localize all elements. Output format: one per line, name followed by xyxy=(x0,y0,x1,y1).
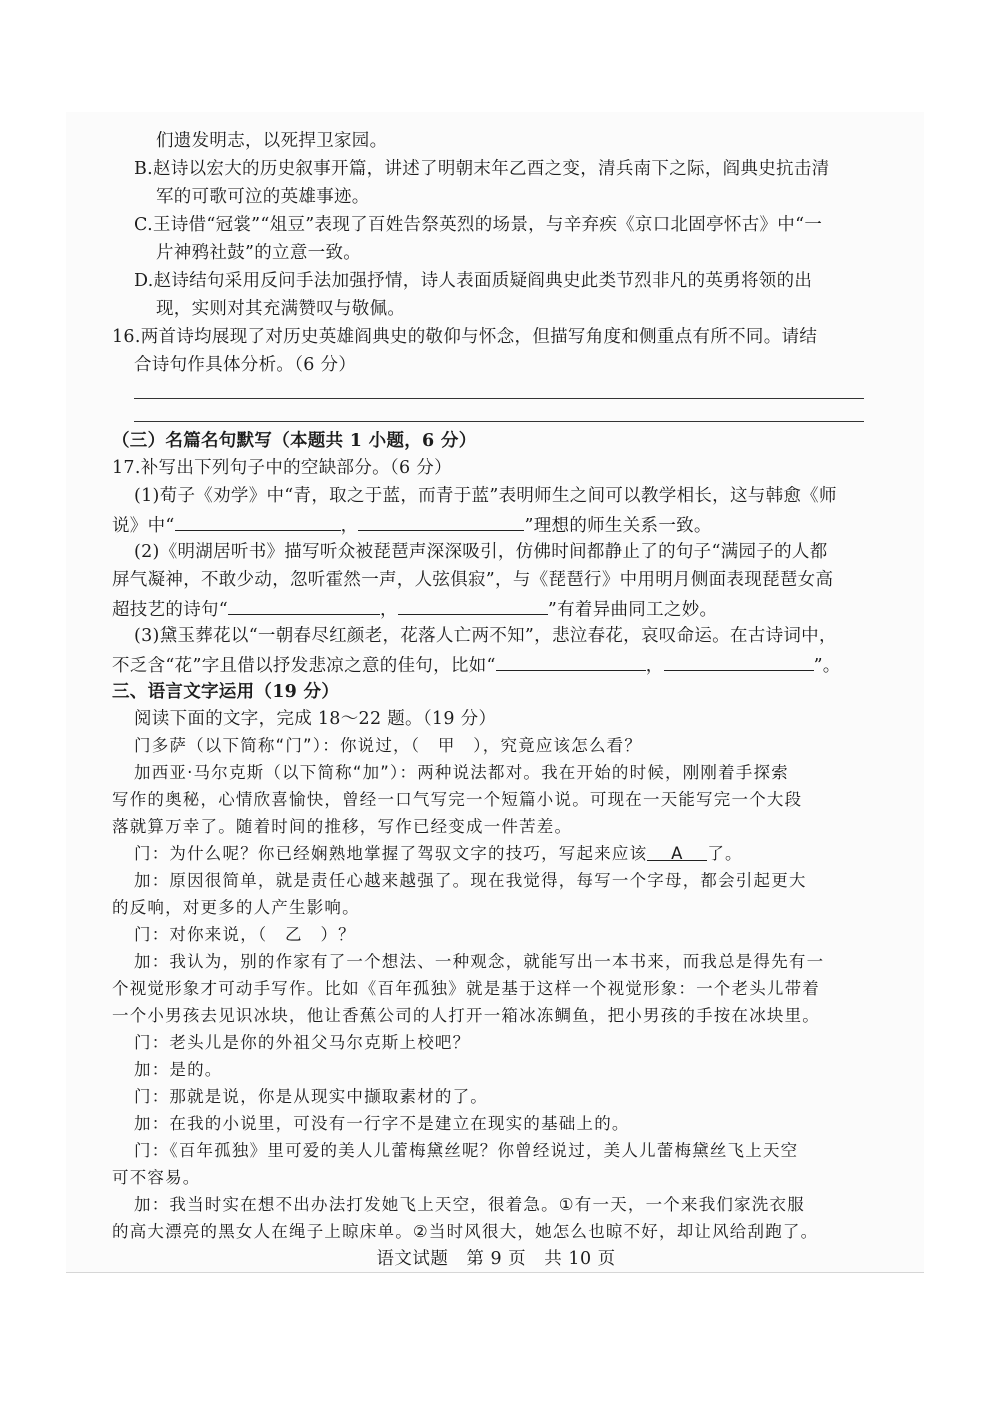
fill-blank[interactable] xyxy=(664,652,814,671)
dialogue-line: 个视觉形象才可动手写作。比如《百年孤独》就是基于这样一个视觉形象：一个老头儿带着 xyxy=(112,979,820,998)
dialogue-line: 写作的奥秘，心情欣喜愉快，曾经一口气写完一个短篇小说。可现在一天能写完一个大段 xyxy=(112,790,803,809)
q16-prompt-line2: 合诗句作具体分析。（6 分） xyxy=(134,355,357,375)
part-heading: 三、语言文字运用（19 分） xyxy=(112,682,340,702)
footer-page-number: 第 9 页 xyxy=(466,1249,527,1269)
dialogue-line: 一个小男孩去见识冰块，他让香蕉公司的人打开一箱冰冻鲷鱼，把小男孩的手按在冰块里。 xyxy=(112,1006,820,1025)
dialogue-line: 门：为什么呢？你已经娴熟地掌握了驾驭文字的技巧，写起来应该 A 了。 xyxy=(134,844,743,863)
blank-label: A xyxy=(671,844,684,863)
q15-option-d-line2: 现，实则对其充满赞叹与敬佩。 xyxy=(156,299,406,319)
footer-subject: 语文试题 xyxy=(376,1249,449,1269)
dialogue-line: 加：在我的小说里，可没有一行字不是建立在现实的基础上的。 xyxy=(134,1114,630,1133)
dialogue-line: 加西亚·马尔克斯（以下简称“加”）：两种说法都对。我在开始的时候，刚刚着手探索 xyxy=(134,763,789,782)
dialogue-line: 门：《百年孤独》里可爱的美人儿蕾梅黛丝呢？你曾经说过，美人儿蕾梅黛丝飞上天空 xyxy=(134,1141,799,1160)
dialogue-line: 加：我认为，别的作家有了一个想法、一种观念，就能写出一本书来，而我总是得先有一 xyxy=(134,952,825,971)
dialogue-line: 加：是的。 xyxy=(134,1060,223,1079)
q15-option-d-line1: D.赵诗结句采用反问手法加强抒情，诗人表面质疑阎典史此类节烈非凡的英勇将领的出 xyxy=(134,271,813,291)
fill-blank[interactable] xyxy=(496,652,646,671)
fill-blank[interactable] xyxy=(398,596,548,615)
section-heading: （三）名篇名句默写（本题共 1 小题，6 分） xyxy=(112,431,477,451)
answer-line-2[interactable] xyxy=(134,421,864,422)
q15-option-b-line2: 军的可歌可泣的英雄事迹。 xyxy=(156,187,370,207)
fill-blank[interactable] xyxy=(228,596,380,615)
q15-option-a-end: 们遗发明志，以死捍卫家园。 xyxy=(156,131,388,151)
dialogue-line: 加：我当时实在想不出办法打发她飞上天空，很着急。①有一天，一个来我们家洗衣服 xyxy=(134,1195,805,1214)
q16-prompt-line1: 16.两首诗均展现了对历史英雄阎典史的敬仰与怀念，但描写角度和侧重点有所不同。请结 xyxy=(112,327,818,347)
dialogue-line: 门多萨（以下简称“门”）：你说过，（ 甲 ），究竟应该怎么看？ xyxy=(134,736,643,755)
q17-item2-line2: 屏气凝神，不敢少动，忽听霍然一声，人弦俱寂”，与《琵琶行》中用明月侧面表现琵琶女高 xyxy=(112,570,834,590)
q15-option-c-line1: C.王诗借“冠裳”“俎豆”表现了百姓告祭英烈的场景，与辛弃疾《京口北固亭怀古》中“一 xyxy=(134,215,823,235)
dialogue-line: 的反响，对更多的人产生影响。 xyxy=(112,898,360,917)
answer-line-1[interactable] xyxy=(134,398,864,399)
dialogue-line: 门：老头儿是你的外祖父马尔克斯上校吧？ xyxy=(134,1033,471,1052)
q17-item1-line2: 说》中“ ， ”理想的师生关系一致。 xyxy=(112,512,712,538)
dialogue-line: 门：那就是说，你是从现实中撷取素材的了。 xyxy=(134,1087,488,1106)
fill-blank[interactable] xyxy=(358,512,524,531)
q17-item1-line1: (1)荀子《劝学》中“青，取之于蓝，而青于蓝”表明师生之间可以教学相长，这与韩愈《师 xyxy=(134,486,837,506)
dialogue-line: 加：原因很简单，就是责任心越来越强了。现在我觉得，每写一个字母，都会引起更大 xyxy=(134,871,807,890)
q17-item3-line2: 不乏含“花”字且借以抒发悲凉之意的佳句，比如“ ， ”。 xyxy=(112,652,841,678)
fill-blank[interactable] xyxy=(647,842,707,861)
dialogue-line: 门：对你来说，（ 乙 ）？ xyxy=(134,925,356,944)
q17-item2-line1: (2)《明湖居听书》描写听众被琵琶声深深吸引，仿佛时间都静止了的句子“满园子的人都 xyxy=(134,542,828,562)
q17-item3-line1: (3)黛玉葬花以“一朝春尽红颜老，花落人亡两不知”，悲泣春花，哀叹命运。在古诗词中， xyxy=(134,626,837,646)
page-footer xyxy=(0,1245,992,1270)
q17-item2-line3: 超技艺的诗句“ ， ”有着异曲同工之妙。 xyxy=(112,596,717,622)
dialogue-line: 的高大漂亮的黑女人在绳子上晾床单。②当时风很大，她怎么也晾不好，却让风给刮跑了。 xyxy=(112,1222,819,1241)
q15-option-b-line1: B.赵诗以宏大的历史叙事开篇，讲述了明朝末年乙酉之变，清兵南下之际，阎典史抗击清 xyxy=(134,159,830,179)
footer-total-pages: 共 10 页 xyxy=(544,1249,616,1269)
reading-instruction: 阅读下面的文字，完成 18～22 题。（19 分） xyxy=(134,709,497,729)
q17-title: 17.补写出下列句子中的空缺部分。（6 分） xyxy=(112,458,452,478)
dialogue-line: 落就算万幸了。随着时间的推移，写作已经变成一件苦差。 xyxy=(112,817,573,836)
q15-option-c-line2: 片神鸦社鼓”的立意一致。 xyxy=(156,243,362,263)
dialogue-line: 可不容易。 xyxy=(112,1168,201,1187)
fill-blank[interactable] xyxy=(175,512,341,531)
